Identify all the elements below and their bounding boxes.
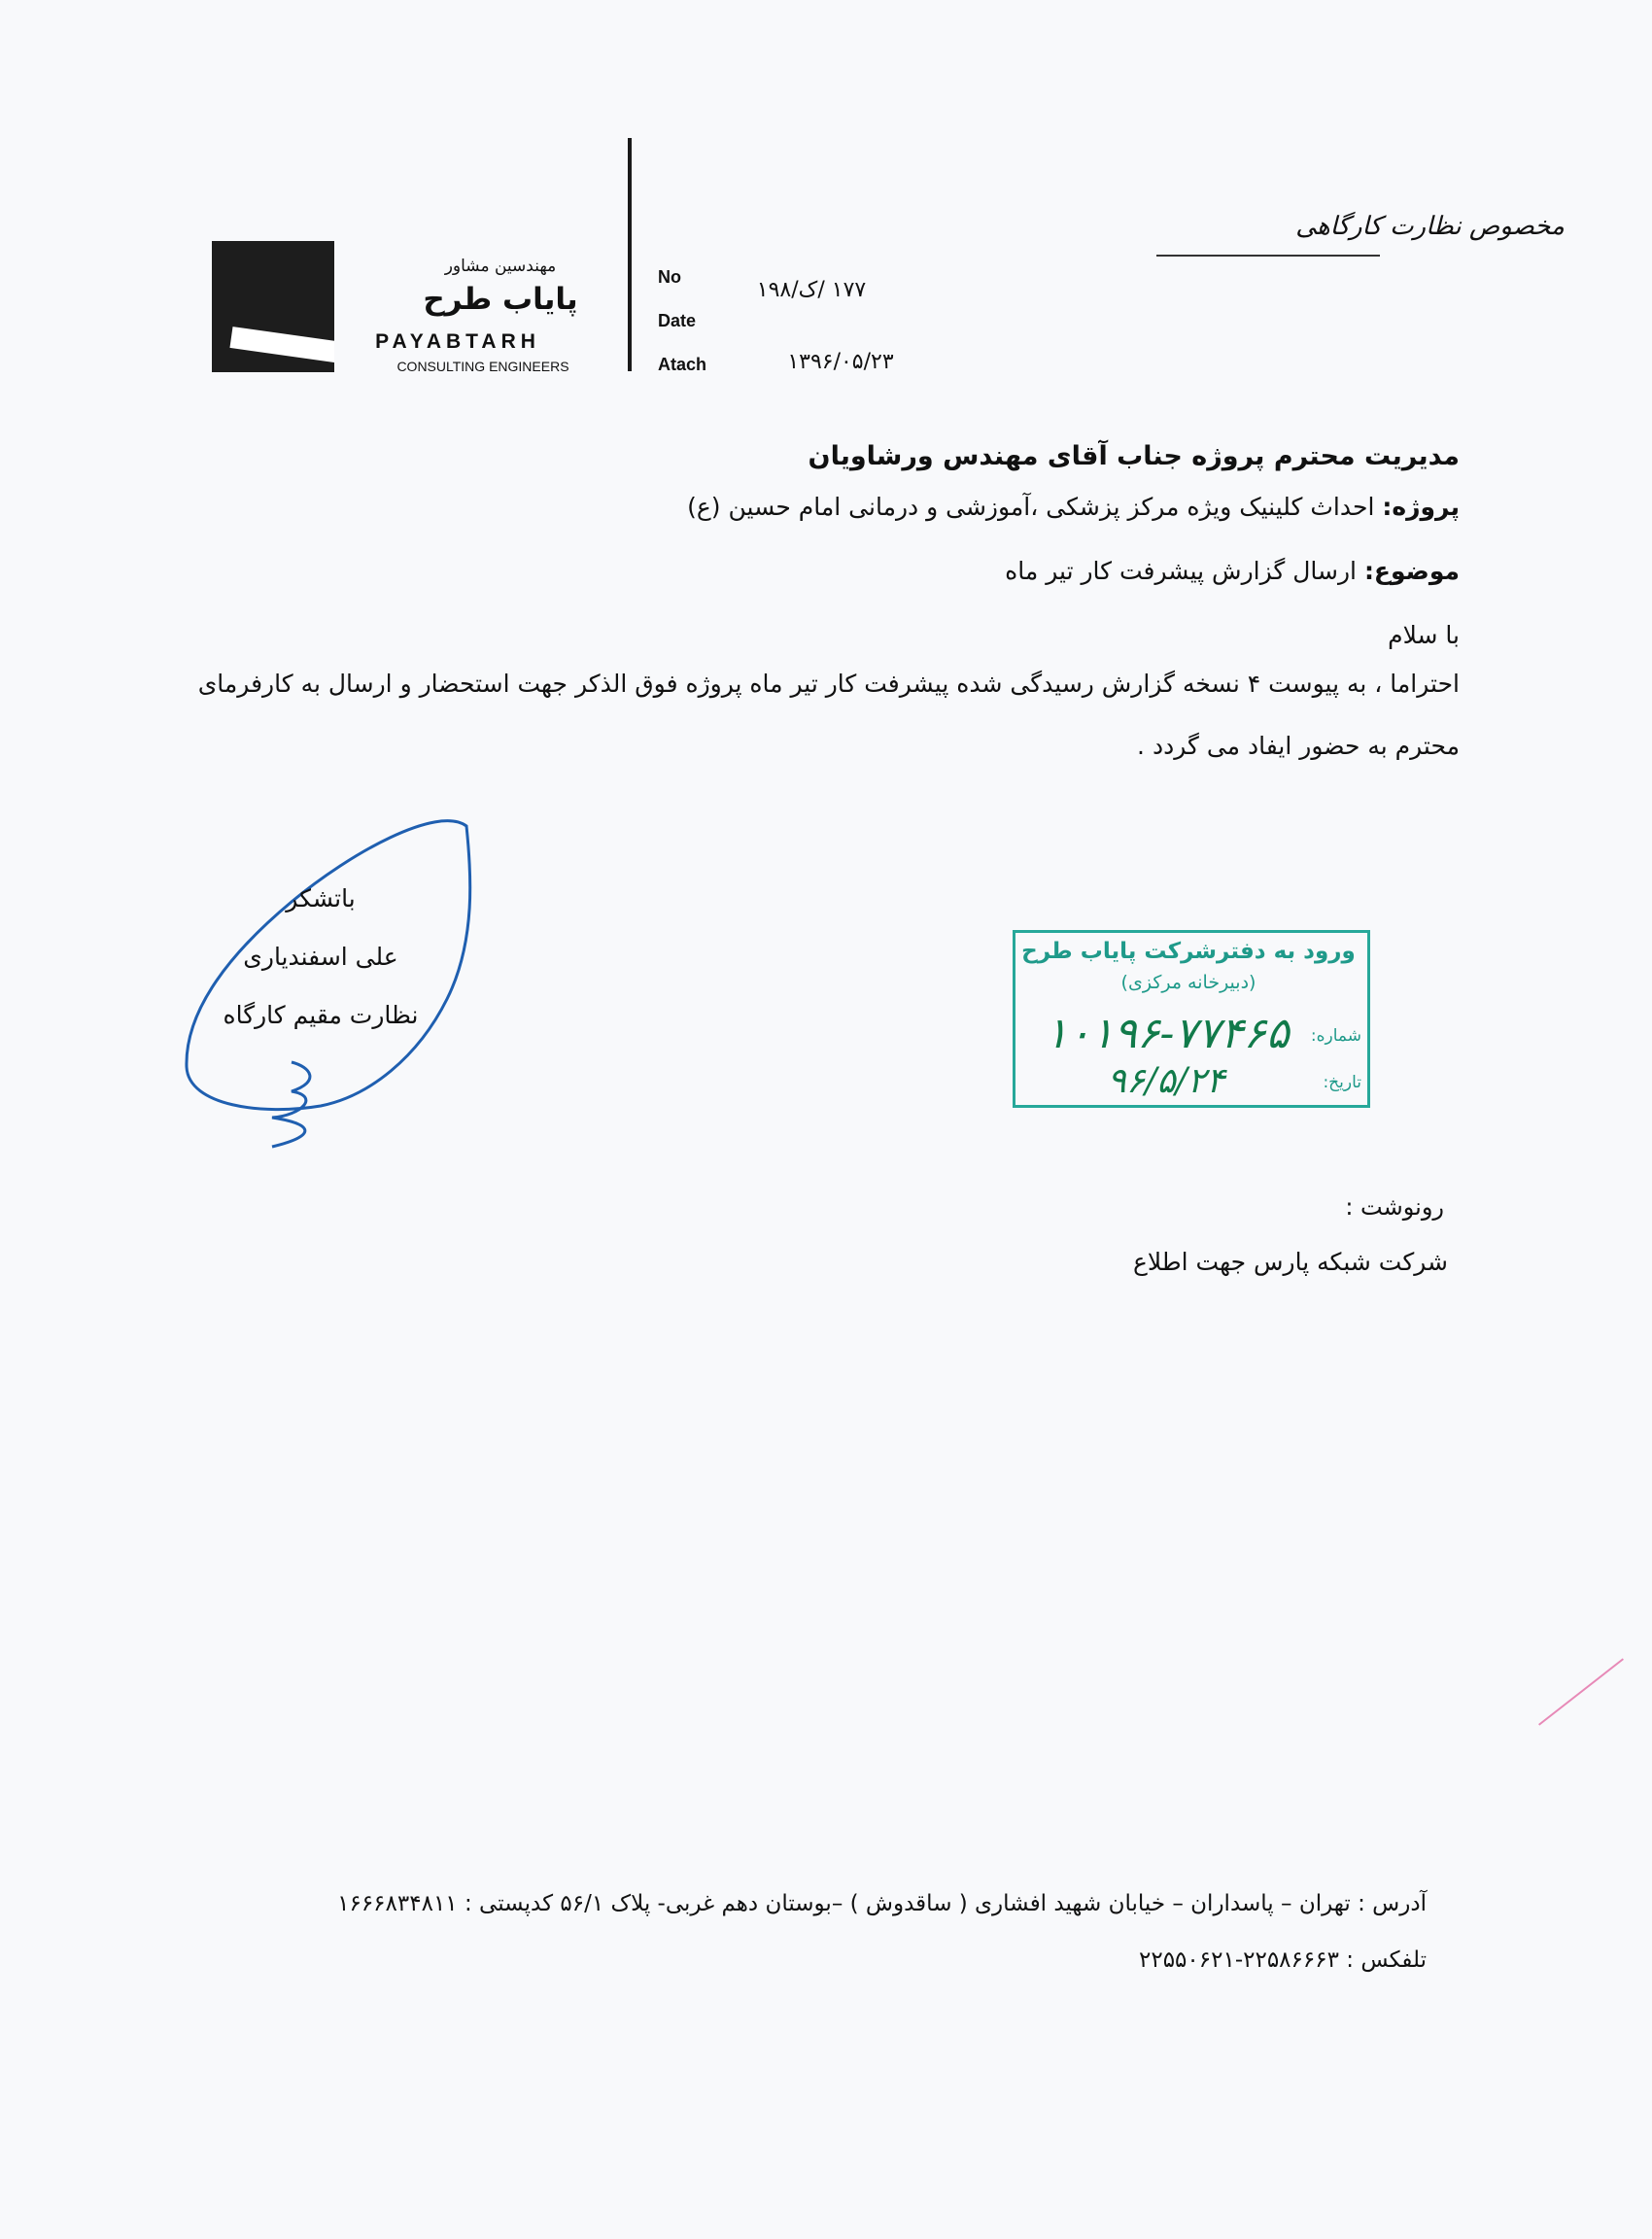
logo-stripe: [229, 327, 334, 362]
stamp-date-label: تاریخ:: [1323, 1073, 1361, 1092]
letter-date: ۱۳۹۶/۰۵/۲۳: [787, 350, 894, 374]
ink-mark: [1538, 1658, 1624, 1725]
atach-label: Atach: [658, 355, 707, 374]
project-text: احداث کلینیک ویژه مرکز پزشکی ،آموزشی و درمانی امام حسین (ع): [687, 493, 1375, 521]
subject-label: موضوع:: [1363, 557, 1460, 585]
stamp-date-value: ۹۶/۵/۲۴: [1107, 1061, 1225, 1101]
body-paragraph-line-2: محترم به حضور ایفاد می گردد .: [1137, 732, 1460, 760]
logo-fa-name: پایاب طرح: [423, 282, 578, 317]
handwritten-note: مخصوص نظارت کارگاهی: [1295, 212, 1565, 241]
no-label: No: [658, 267, 681, 287]
logo-en-subtitle: CONSULTING ENGINEERS: [396, 359, 569, 374]
cc-label: رونوشت :: [1345, 1193, 1444, 1221]
stamp-subtitle: (دبیرخانه مرکزی): [1120, 972, 1256, 993]
header-divider: [628, 138, 632, 371]
project-label: پروژه:: [1382, 493, 1460, 521]
body-paragraph-line-1: احتراما ، به پیوست ۴ نسخه گزارش رسیدگی شده پیشرفت کار تیر ماه پروژه فوق الذکر جهت استحضار و ارسال به کارفرمای: [197, 670, 1460, 698]
signature-title: نظارت مقیم کارگاه: [223, 1001, 419, 1029]
stamp-title: ورود به دفترشرکت پایاب طرح: [1021, 939, 1356, 964]
signature-name: علی اسفندیاری: [243, 943, 398, 971]
date-label: Date: [658, 311, 697, 330]
logo-en-name: PAYABTARH: [375, 330, 540, 353]
signature-scribble: [175, 814, 486, 1184]
cc-recipient: شرکت شبکه پارس جهت اطلاع: [1132, 1248, 1448, 1276]
footer-address: آدرس : تهران – پاسداران – خیابان شهید افشاری ( ساقدوش ) –بوستان دهم غربی- پلاک ۵۶/۱ کدپستی : ۱۶۶۶۸۳۴۸۱۱: [337, 1891, 1427, 1916]
footer-phone: تلفکس : ۲۲۵۸۶۶۶۳-۲۲۵۵۰۶۲۱: [1138, 1947, 1427, 1973]
logo-mark: [212, 241, 334, 372]
receipt-stamp: [1013, 930, 1370, 1108]
handwritten-underline: [1156, 255, 1380, 257]
stamp-number-value: ۱۰۱۹۶-۷۷۴۶۵: [1045, 1009, 1290, 1058]
letter-number: ۱۷۷ /ک/۱۹۸: [756, 278, 867, 302]
subject-text: ارسال گزارش پیشرفت کار تیر ماه: [1005, 557, 1357, 585]
greeting: با سلام: [1388, 621, 1460, 649]
signature-thanks: باتشکر: [286, 884, 356, 913]
stamp-number-label: شماره:: [1310, 1026, 1361, 1046]
logo-fa-small: مهندسین مشاور: [444, 257, 557, 276]
subject-line: [196, 556, 1460, 588]
project-line: [196, 492, 1460, 524]
addressee: مدیریت محترم پروژه جناب آقای مهندس ورشاویان: [808, 441, 1460, 471]
